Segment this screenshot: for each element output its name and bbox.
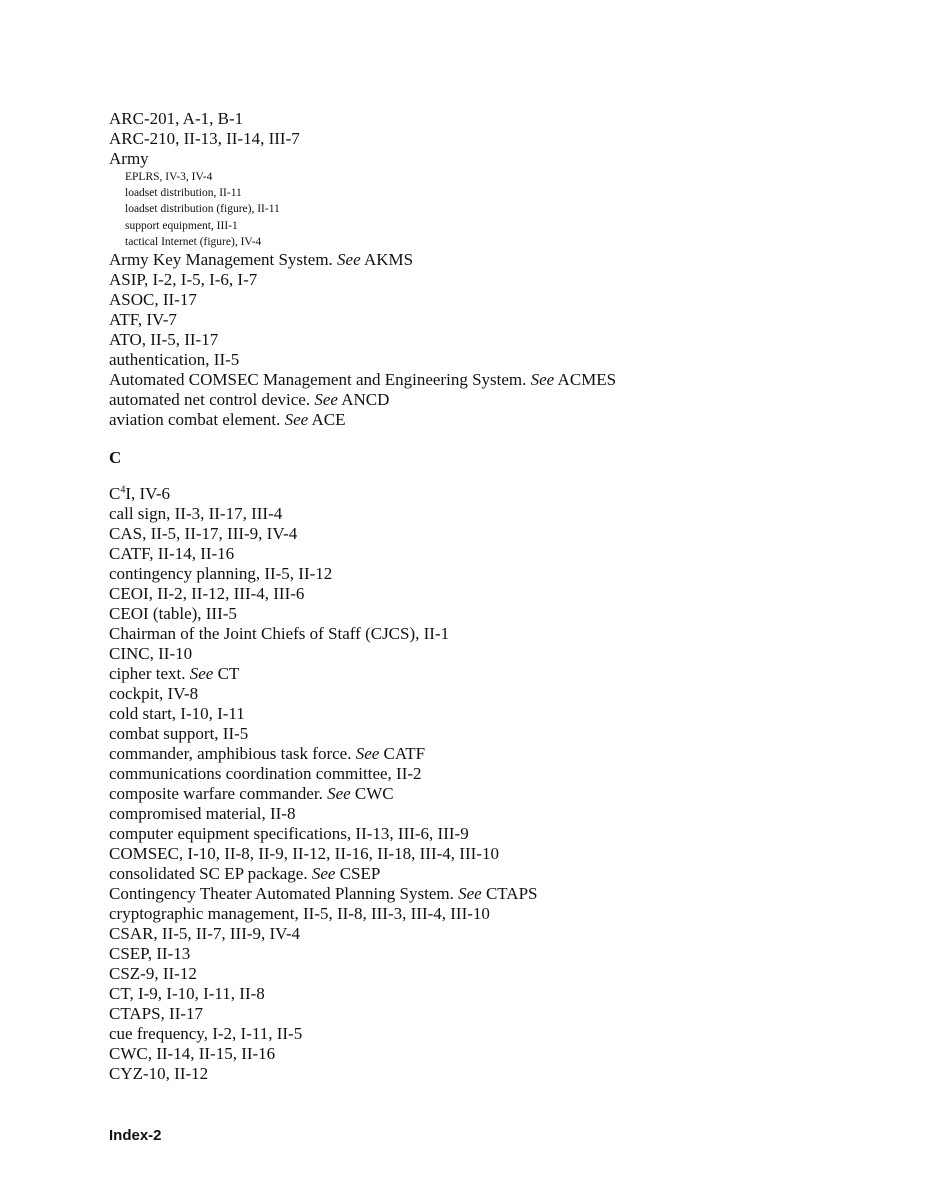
see-reference-target: ACMES	[554, 369, 617, 389]
index-entry	[109, 964, 889, 984]
entry-term: CTAPS, II-17	[109, 1003, 204, 1023]
entry-term: cue frequency, I-2, I-11, II-5	[109, 1023, 303, 1043]
entry-term: ATF, IV-7	[109, 309, 177, 329]
see-reference-target: CWC	[350, 783, 394, 803]
army-subentry: loadset distribution, II-11	[125, 187, 242, 200]
index-entry	[109, 270, 889, 290]
entry-term: aviation combat element.	[109, 409, 285, 429]
entry-term: cold start, I-10, I-11	[109, 703, 245, 723]
see-reference-target: CTAPS	[481, 883, 538, 903]
index-entry	[109, 564, 889, 584]
army-subentry: tactical Internet (figure), IV-4	[125, 235, 262, 248]
entry-term: Army	[109, 149, 149, 168]
index-entry	[109, 390, 889, 410]
index-page	[109, 109, 889, 1084]
index-entry	[109, 330, 889, 350]
index-entry	[109, 984, 889, 1004]
index-entry	[109, 290, 889, 310]
index-group-c	[109, 504, 889, 1084]
entry-term: COMSEC, I-10, II-8, II-9, II-12, II-16, II-18, III-4, III-10	[109, 843, 499, 863]
see-reference-target: ACE	[308, 409, 346, 429]
entry-term: Contingency Theater Automated Planning System.	[109, 883, 459, 903]
entry-term: compromised material, II-8	[109, 803, 296, 823]
index-entry	[109, 504, 889, 524]
index-entry	[109, 864, 889, 884]
entry-term: computer equipment specifications, II-13, III-6, III-9	[109, 823, 469, 843]
entry-term: CATF, II-14, II-16	[109, 543, 235, 563]
army-subentries	[109, 169, 889, 250]
see-reference-label: See	[311, 863, 336, 883]
entry-term: cockpit, IV-8	[109, 683, 199, 703]
see-reference-target: ANCD	[337, 389, 390, 409]
index-entry	[109, 624, 889, 644]
entry-term: consolidated SC EP package.	[109, 863, 312, 883]
see-reference-label: See	[530, 369, 555, 389]
army-subentry: EPLRS, IV-3, IV-4	[125, 171, 213, 183]
entry-term: CSEP, II-13	[109, 943, 191, 963]
entry-term: CAS, II-5, II-17, III-9, IV-4	[109, 523, 298, 543]
see-reference-target: CSEP	[335, 863, 381, 883]
entry-term: ARC-210, II-13, II-14, III-7	[109, 129, 300, 148]
index-entry	[109, 744, 889, 764]
index-entry	[109, 704, 889, 724]
index-entry	[109, 350, 889, 370]
index-entry	[109, 884, 889, 904]
index-entry	[109, 584, 889, 604]
entry-term: commander, amphibious task force.	[109, 743, 356, 763]
entry-term: combat support, II-5	[109, 723, 249, 743]
entry-term: composite warfare commander.	[109, 783, 328, 803]
index-entry	[109, 109, 889, 129]
entry-term: ARC-201, A-1, B-1	[109, 109, 244, 128]
index-entry	[109, 724, 889, 744]
see-reference-label: See	[337, 249, 361, 269]
index-entry	[109, 1024, 889, 1044]
see-reference-label: See	[458, 883, 482, 903]
c4i-rest: I, IV-6	[125, 483, 171, 503]
see-reference-label: See	[355, 743, 380, 763]
c4i-prefix: C	[109, 483, 121, 503]
entry-term: ASOC, II-17	[109, 289, 197, 309]
see-reference-label: See	[314, 389, 338, 409]
section-heading-c: C	[109, 447, 122, 467]
page-footer: Index-2	[109, 1127, 162, 1144]
entry-term: ATO, II-5, II-17	[109, 329, 219, 349]
entry-term: CINC, II-10	[109, 643, 193, 663]
index-entry	[109, 764, 889, 784]
entry-term: CEOI (table), III-5	[109, 603, 237, 623]
entry-term: CT, I-9, I-10, I-11, II-8	[109, 983, 265, 1003]
see-reference-target: CATF	[379, 743, 426, 763]
army-subentry: support equipment, III-1	[125, 219, 238, 232]
entry-term: CEOI, II-2, II-12, III-4, III-6	[109, 583, 305, 603]
index-entry	[109, 904, 889, 924]
entry-term: CYZ-10, II-12	[109, 1063, 209, 1083]
index-entry	[109, 824, 889, 844]
entry-term: automated net control device.	[109, 389, 315, 409]
index-group-a-continued	[109, 250, 889, 430]
entry-term: authentication, II-5	[109, 349, 240, 369]
entry-term: Automated COMSEC Management and Engineering System.	[109, 369, 531, 389]
index-entry	[109, 784, 889, 804]
entry-term: Army Key Management System.	[109, 249, 338, 269]
index-entry	[109, 310, 889, 330]
index-entry	[109, 1004, 889, 1024]
index-entry	[109, 129, 889, 149]
index-entry	[109, 370, 889, 390]
entry-term: call sign, II-3, II-17, III-4	[109, 503, 283, 523]
index-entry	[109, 1044, 889, 1064]
c4i-superscript: 4	[120, 484, 126, 496]
index-entry	[109, 1064, 889, 1084]
see-reference-label: See	[189, 663, 214, 683]
entry-term: cipher text.	[109, 663, 190, 683]
index-entry	[109, 664, 889, 684]
index-entry	[109, 644, 889, 664]
index-entry	[109, 604, 889, 624]
index-entry	[109, 924, 889, 944]
see-reference-target: AKMS	[360, 249, 414, 269]
entry-term: communications coordination committee, II-2	[109, 763, 422, 783]
entry-term: ASIP, I-2, I-5, I-6, I-7	[109, 269, 258, 289]
index-entry	[109, 844, 889, 864]
index-entry	[109, 149, 889, 169]
index-entry	[109, 250, 889, 270]
index-entry-c4i	[109, 484, 889, 504]
index-entry	[109, 684, 889, 704]
index-group-a	[109, 109, 889, 169]
see-reference-target: CT	[213, 663, 240, 683]
index-entry	[109, 804, 889, 824]
index-entry	[109, 524, 889, 544]
see-reference-label: See	[327, 783, 351, 803]
army-subentry: loadset distribution (figure), II-11	[125, 203, 280, 216]
entry-term: cryptographic management, II-5, II-8, III-3, III-4, III-10	[109, 903, 490, 923]
index-entry	[109, 410, 889, 430]
entry-term: CSZ-9, II-12	[109, 963, 197, 983]
see-reference-label: See	[284, 409, 309, 429]
index-entry	[109, 544, 889, 564]
entry-term: Chairman of the Joint Chiefs of Staff (CJCS), II-1	[109, 623, 450, 643]
entry-term: contingency planning, II-5, II-12	[109, 563, 333, 583]
entry-term: CSAR, II-5, II-7, III-9, IV-4	[109, 923, 301, 943]
index-entry	[109, 944, 889, 964]
entry-term: CWC, II-14, II-15, II-16	[109, 1043, 276, 1063]
